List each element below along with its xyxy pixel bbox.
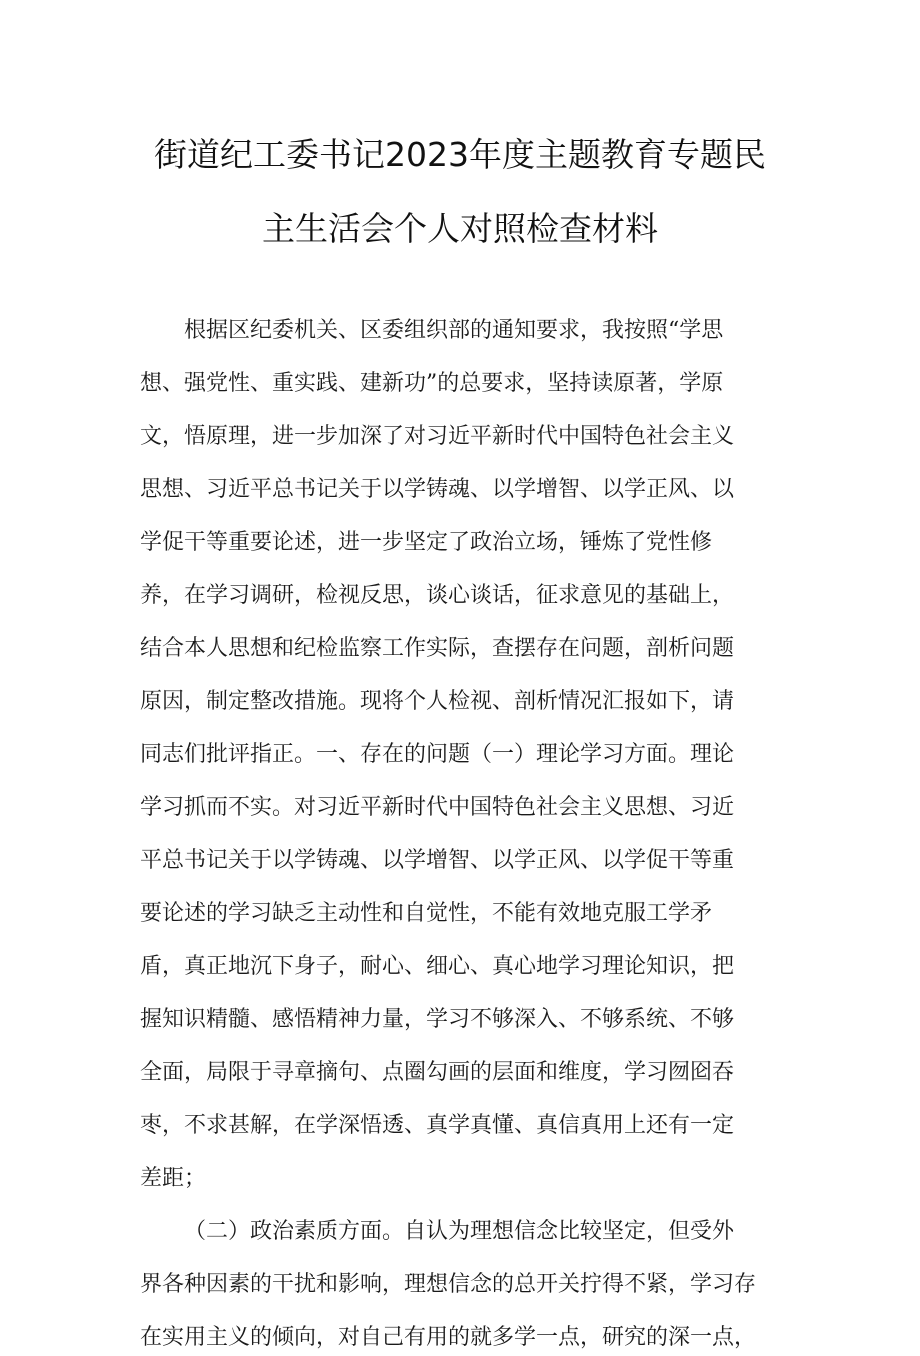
body-line-5: 学促干等重要论述，进一步坚定了政治立场，锤炼了党性修: [140, 530, 713, 555]
body-line-19: 界各种因素的干扰和影响，理想信念的总开关拧得不紧，学习存: [140, 1272, 757, 1297]
body-line-17: 差距；: [140, 1166, 207, 1191]
body-line-16: 枣，不求甚解，在学深悟透、真学真懂、真信真用上还有一定: [140, 1113, 735, 1138]
body-line-2: 想、强党性、重实践、建新功”的总要求，坚持读原著，学原: [140, 371, 724, 396]
body-line-20: 在实用主义的倾向，对自己有用的就多学一点，研究的深一点，: [140, 1325, 757, 1350]
body-line-3: 文，悟原理，进一步加深了对习近平新时代中国特色社会主义: [140, 424, 735, 449]
body-line-8: 原因，制定整改措施。现将个人检视、剖析情况汇报如下，请: [140, 689, 735, 714]
body-line-9: 同志们批评指正。一、存在的问题（一）理论学习方面。理论: [140, 742, 735, 767]
body-line-10: 学习抓而不实。对习近平新时代中国特色社会主义思想、习近: [140, 795, 735, 820]
document-title-line-2: 主生活会个人对照检查材料: [262, 209, 658, 248]
body-line-13: 盾，真正地沉下身子，耐心、细心、真心地学习理论知识，把: [140, 954, 735, 979]
body-line-4: 思想、习近平总书记关于以学铸魂、以学增智、以学正风、以: [140, 477, 735, 502]
body-line-12: 要论述的学习缺乏主动性和自觉性，不能有效地克服工学矛: [140, 901, 713, 926]
body-line-7: 结合本人思想和纪检监察工作实际，查摆存在问题，剖析问题: [140, 636, 735, 661]
body-line-11: 平总书记关于以学铸魂、以学增智、以学正风、以学促干等重: [140, 848, 735, 873]
body-line-6: 养，在学习调研，检视反思，谈心谈话，征求意见的基础上，: [140, 583, 735, 608]
document-title-line-1: 街道纪工委书记2023年度主题教育专题民: [154, 135, 766, 174]
body-line-14: 握知识精髓、感悟精神力量，学习不够深入、不够系统、不够: [140, 1007, 735, 1032]
body-line-18: （二）政治素质方面。自认为理想信念比较坚定，但受外: [184, 1219, 735, 1244]
body-line-15: 全面，局限于寻章摘句、点圈勾画的层面和维度，学习囫囵吞: [140, 1060, 735, 1085]
body-line-1: 根据区纪委机关、区委组织部的通知要求，我按照“学思: [184, 318, 724, 343]
